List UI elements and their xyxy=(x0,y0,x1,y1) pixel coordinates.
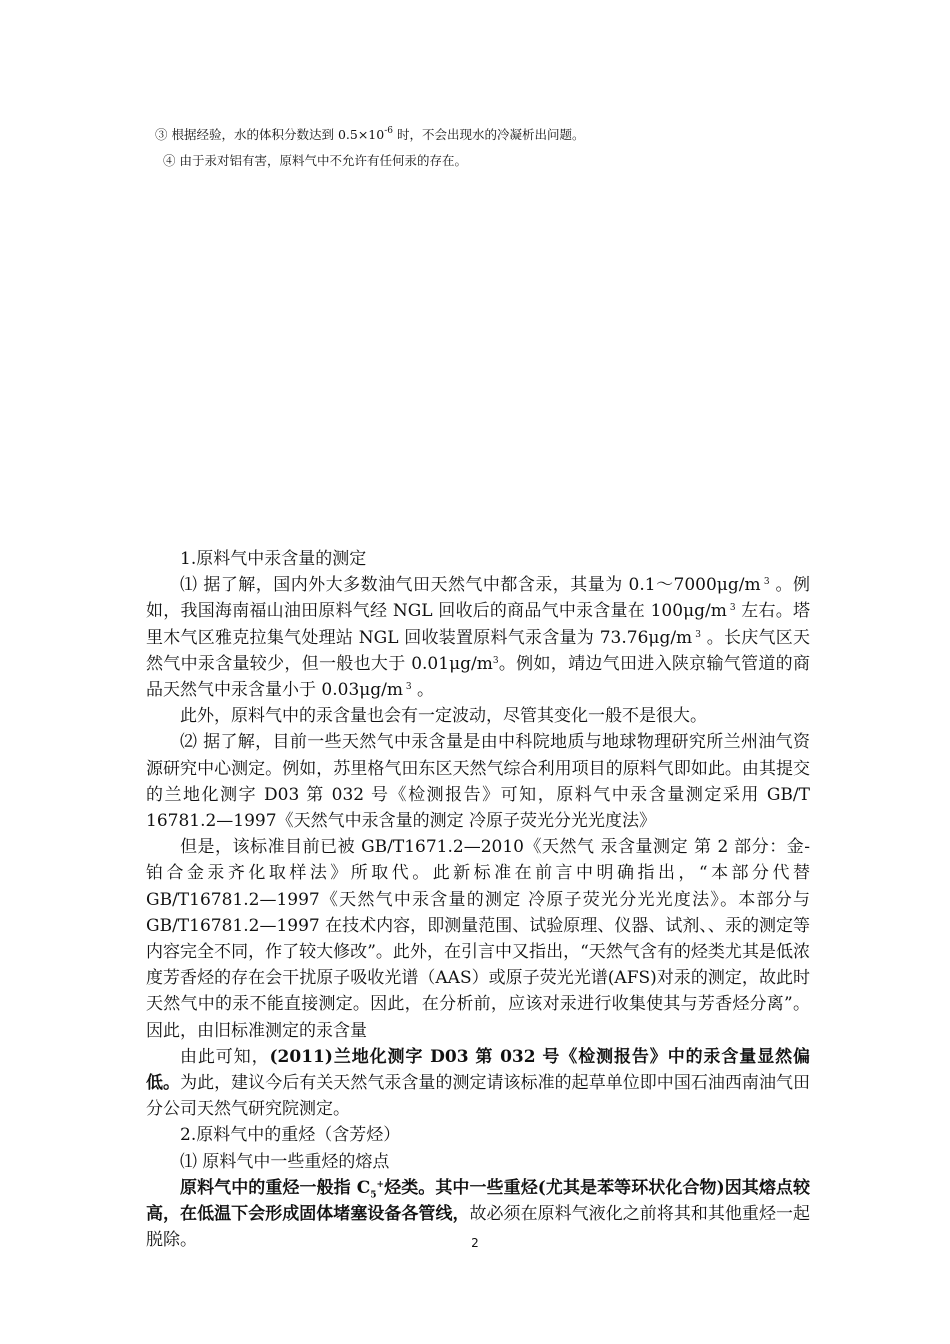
section-1-paragraph-5 xyxy=(146,1044,810,1123)
page-number: 2 xyxy=(471,1236,479,1250)
main-text xyxy=(146,546,810,1253)
text-run: 故必须在原料气液化之前将其和其他重烃一起脱除。 xyxy=(146,1204,810,1251)
note-4: ④ 由于汞对铝有害，原料气中不允许有任何汞的存在。 xyxy=(163,153,467,168)
text-run: 由此可知， xyxy=(180,1046,270,1067)
superscript: 3 xyxy=(403,682,412,693)
section-1-paragraph-2: 此外，原料气中的汞含量也会有一定波动，尽管其变化一般不是很大。 xyxy=(180,706,707,727)
section-1-paragraph-4: 但是，该标准目前已被 GB/T1671.2—2010《天然气 汞含量测定 第 2 部分：金-铂合金汞齐化取样法》所取代。此新标准在前言中明确指出，“本部分代替GB/T16781.2—1997《天然气中汞含量的测定 冷原子荧光分光光度法》。本部分与GB/T16781.2—1997 在技术内容，即测量范围、试验原理、仪器、试剂、、汞的测定等内容完全不同，作了较大修改”。此外，在引言中又指出，“天然气含有的烃类尤其是低浓度芳香烃的存在会干扰原子吸收光谱（AAS）或原子荧光光谱(AFS)对汞的测定，故此时天然气中的汞不能直接测定。因此，在分析前，应该对汞进行收集使其与芳香烃分离”。因此，由旧标准测定的汞含量 xyxy=(146,837,810,1041)
text-run: 。 xyxy=(411,680,435,701)
text-run: 。例如，靖边气田进入陕京输气管道的商品天然气中汞含量小于 0.03μg/m xyxy=(146,653,810,701)
c5-plus-scripts xyxy=(370,1178,385,1201)
note-3 xyxy=(155,126,584,144)
bold-text-run: 原料气中的重烃一般指 C xyxy=(180,1177,371,1198)
text-run: 为此，建议今后有关天然气汞含量的测定请该标准的起草单位即中国石油西南油气田分公司天然气研究院测定。 xyxy=(146,1073,811,1120)
section-2-heading: 2.原料气中的重烃（含芳烃） xyxy=(180,1125,401,1146)
subscript: 5 xyxy=(370,1190,377,1201)
superscript: + xyxy=(376,1179,385,1190)
superscript: 3 xyxy=(692,629,702,640)
superscript: 3 xyxy=(726,603,736,614)
note-3-text: ③ 根据经验，水的体积分数达到 0.5×10 xyxy=(155,127,385,142)
text-run: 。例如，我国海南福山油田原料气经 NGL 回收后的商品气中汞含量在 100μg/m xyxy=(146,575,810,622)
text-run: 。长庆气区天然气中汞含量较少，但一般也大于 0.01μg/m xyxy=(146,627,810,674)
bold-text-run: 烃类。其中一些重烃(尤其是苯等环状化合物)因其熔点较高，在低温下会形成固体堵塞设备各管线， xyxy=(146,1177,810,1225)
note-3-tail: 时，不会出现水的冷凝析出问题。 xyxy=(393,127,585,142)
section-1-paragraph-3: ⑵ 据了解，目前一些天然气中汞含量是由中科院地质与地球物理研究所兰州油气资源研究中心测定。例如，苏里格气田东区天然气综合利用项目的原料气即如此。由其提交的兰地化测字 D03 第 032 号《检测报告》可知，原料气中汞含量测定采用 GB/T 16781.2—1997《天然气中汞含量的测定 冷原子荧光分光光度法》 xyxy=(146,732,810,832)
section-1-paragraph-1 xyxy=(146,572,810,703)
section-1-heading: 1.原料气中汞含量的测定 xyxy=(180,549,367,569)
superscript: 3 xyxy=(760,577,770,588)
bold-text-run: (2011)兰地化测字 D03 第 032 号《检测报告》中的汞含量显然偏低。 xyxy=(146,1046,811,1094)
superscript: 3 xyxy=(492,655,499,666)
text-run: 左右。塔里木气区雅克拉集气处理站 NGL 回收装置原料气汞含量为 73.76μg/m xyxy=(146,601,810,648)
text-run: ⑴ 据了解，国内外大多数油气田天然气中都含汞，其量为 0.1～7000μg/m xyxy=(180,575,761,596)
note-3-exponent: -6 xyxy=(384,126,393,136)
section-2-subheading: ⑴ 原料气中一些重烃的熔点 xyxy=(180,1151,390,1172)
